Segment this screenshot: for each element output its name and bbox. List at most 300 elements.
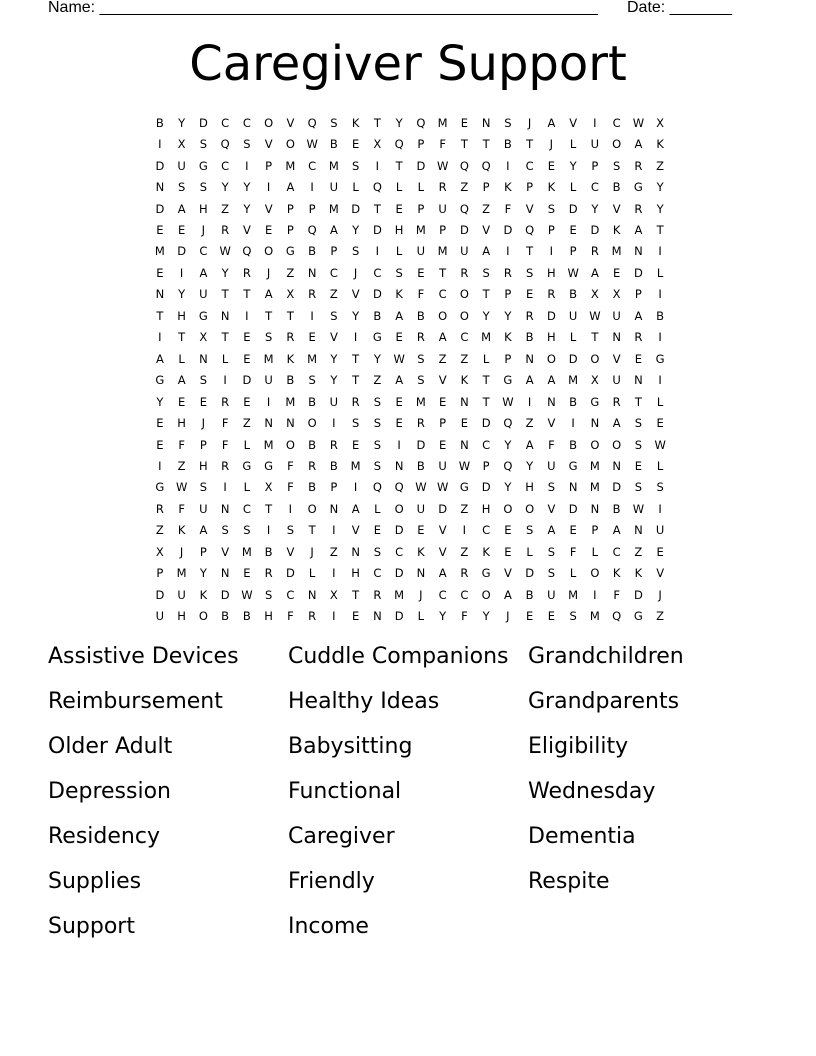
grid-letter: C <box>438 287 447 302</box>
grid-row <box>149 133 671 154</box>
grid-letter: E <box>243 394 251 409</box>
word-list-item: Caregiver <box>288 824 395 849</box>
grid-letter: W <box>654 437 666 452</box>
grid-letter: R <box>286 330 295 345</box>
grid-letter: N <box>155 180 165 195</box>
grid-letter: R <box>416 416 425 431</box>
grid-letter: C <box>221 158 230 173</box>
grid-letter: F <box>287 609 294 624</box>
grid-letter: S <box>330 115 338 130</box>
grid-letter: S <box>351 244 360 259</box>
grid-letter: V <box>351 523 360 538</box>
grid-letter: U <box>438 458 447 473</box>
grid-letter: T <box>591 330 599 345</box>
grid-letter: O <box>525 501 535 516</box>
grid-letter: I <box>158 137 162 152</box>
grid-letter: M <box>307 351 318 366</box>
grid-letter: M <box>415 394 426 409</box>
grid-letter: U <box>612 373 621 388</box>
grid-letter: F <box>461 609 468 624</box>
grid-letter: Z <box>460 180 469 195</box>
grid-letter: I <box>332 416 336 431</box>
grid-letter: I <box>310 308 314 323</box>
grid-letter: I <box>288 501 293 516</box>
grid-letter: A <box>503 587 512 602</box>
grid-letter: R <box>590 244 599 259</box>
grid-letter: B <box>656 308 665 323</box>
grid-letter: Z <box>460 544 469 559</box>
grid-letter: V <box>264 201 273 216</box>
grid-letter: J <box>201 416 206 431</box>
grid-letter: E <box>156 222 164 237</box>
grid-letter: T <box>286 308 294 323</box>
grid-letter: Y <box>330 373 338 388</box>
grid-letter: I <box>593 115 597 130</box>
word-list-item: Grandchildren <box>528 644 684 669</box>
grid-letter: D <box>242 373 252 388</box>
grid-letter: W <box>241 587 253 602</box>
grid-letter: V <box>221 544 230 559</box>
grid-letter: Y <box>504 437 512 452</box>
grid-letter: R <box>351 394 360 409</box>
grid-letter: M <box>415 222 426 237</box>
grid-letter: L <box>569 330 577 345</box>
grid-letter: S <box>504 115 512 130</box>
grid-letter: U <box>547 458 556 473</box>
grid-letter: R <box>329 437 338 452</box>
grid-letter: D <box>372 222 382 237</box>
grid-letter: S <box>351 416 360 431</box>
grid-letter: M <box>241 544 252 559</box>
grid-letter: B <box>503 137 512 152</box>
grid-letter: N <box>220 566 230 581</box>
grid-letter: F <box>221 416 229 431</box>
grid-letter: E <box>156 265 164 280</box>
grid-letter: Q <box>416 115 426 130</box>
grid-letter: A <box>199 523 208 538</box>
grid-letter: I <box>658 244 662 259</box>
grid-letter: M <box>328 158 339 173</box>
grid-letter: Y <box>352 308 360 323</box>
grid-letter: E <box>373 523 382 538</box>
date-field[interactable]: Date: _______ <box>627 0 732 16</box>
grid-letter: M <box>394 587 405 602</box>
grid-letter: A <box>525 373 534 388</box>
grid-letter: P <box>591 158 599 173</box>
grid-letter: T <box>526 244 534 259</box>
grid-letter: Y <box>656 201 664 216</box>
grid-letter: U <box>416 501 426 516</box>
grid-letter: K <box>417 544 425 559</box>
grid-letter: C <box>460 587 469 602</box>
grid-letter: I <box>179 265 184 280</box>
grid-letter: G <box>155 373 165 388</box>
grid-letter: B <box>525 330 534 345</box>
grid-letter: R <box>438 180 447 195</box>
grid-letter: S <box>264 330 273 345</box>
grid-letter: B <box>155 115 164 130</box>
grid-letter: G <box>568 458 578 473</box>
grid-letter: N <box>264 416 273 431</box>
grid-letter: L <box>395 244 403 259</box>
grid-letter: D <box>416 158 426 173</box>
grid-letter: N <box>547 394 556 409</box>
grid-letter: M <box>154 244 165 259</box>
grid-letter: C <box>242 115 251 130</box>
grid-row <box>149 112 671 133</box>
grid-letter: E <box>569 222 577 237</box>
grid-letter: H <box>547 330 556 345</box>
grid-letter: J <box>658 587 662 602</box>
grid-letter: G <box>264 458 274 473</box>
grid-letter: E <box>656 544 664 559</box>
grid-letter: E <box>243 330 251 345</box>
grid-letter: T <box>656 222 664 237</box>
grid-letter: S <box>177 180 186 195</box>
grid-letter: K <box>612 222 621 237</box>
grid-letter: S <box>243 137 251 152</box>
grid-letter: H <box>394 222 404 237</box>
grid-letter: C <box>242 501 251 516</box>
grid-letter: R <box>416 330 425 345</box>
grid-letter: Y <box>330 351 338 366</box>
grid-letter: E <box>264 222 273 237</box>
grid-letter: I <box>658 501 662 516</box>
grid-letter: G <box>155 480 165 495</box>
grid-letter: J <box>310 544 314 559</box>
word-list-item: Functional <box>288 779 402 804</box>
grid-letter: Q <box>242 244 252 259</box>
word-list-item: Older Adult <box>48 734 173 759</box>
grid-letter: P <box>417 137 425 152</box>
grid-letter: N <box>634 373 643 388</box>
grid-letter: H <box>547 265 556 280</box>
grid-letter: Z <box>656 158 665 173</box>
grid-letter: M <box>481 330 492 345</box>
grid-letter: L <box>526 544 533 559</box>
word-list-item: Wednesday <box>528 779 656 804</box>
grid-letter: D <box>394 609 404 624</box>
grid-letter: O <box>285 437 295 452</box>
grid-letter: L <box>417 180 425 195</box>
grid-letter: D <box>438 501 448 516</box>
grid-letter: R <box>221 394 230 409</box>
grid-letter: A <box>351 501 360 516</box>
grid-letter: Z <box>242 416 251 431</box>
grid-letter: S <box>373 458 382 473</box>
grid-letter: I <box>593 587 597 602</box>
grid-letter: C <box>221 115 230 130</box>
grid-letter: M <box>568 587 579 602</box>
grid-letter: O <box>612 437 622 452</box>
page-title: Caregiver Support <box>189 36 627 92</box>
grid-letter: P <box>547 222 555 237</box>
grid-letter: H <box>177 308 186 323</box>
word-list-item: Healthy Ideas <box>288 689 440 714</box>
grid-letter: S <box>351 158 360 173</box>
grid-letter: A <box>482 244 491 259</box>
grid-letter: I <box>223 373 227 388</box>
grid-letter: R <box>634 158 643 173</box>
grid-letter: S <box>221 523 229 538</box>
grid-letter: X <box>199 330 208 345</box>
grid-letter: T <box>243 287 251 302</box>
grid-letter: K <box>634 566 643 581</box>
grid-letter: N <box>351 544 360 559</box>
grid-letter: K <box>656 137 664 152</box>
grid-letter: Z <box>656 609 665 624</box>
grid-letter: S <box>547 480 556 495</box>
grid-letter: Y <box>591 201 599 216</box>
grid-letter: I <box>266 394 271 409</box>
grid-letter: Q <box>459 201 469 216</box>
grid-letter: M <box>568 373 579 388</box>
grid-letter: L <box>417 609 425 624</box>
grid-letter: Y <box>156 394 164 409</box>
grid-row <box>149 412 671 433</box>
grid-letter: A <box>177 201 186 216</box>
grid-letter: U <box>264 373 273 388</box>
grid-letter: E <box>395 394 403 409</box>
grid-letter: E <box>569 523 577 538</box>
grid-letter: N <box>590 501 600 516</box>
grid-letter: T <box>482 373 490 388</box>
grid-letter: R <box>308 609 317 624</box>
grid-letter: N <box>416 566 426 581</box>
grid-row <box>149 241 671 262</box>
grid-letter: H <box>264 609 273 624</box>
grid-letter: P <box>286 222 294 237</box>
grid-letter: D <box>503 222 513 237</box>
grid-letter: V <box>329 330 338 345</box>
grid-row <box>149 198 671 219</box>
grid-letter: A <box>634 137 643 152</box>
grid-letter: Y <box>656 180 664 195</box>
grid-letter: P <box>504 351 512 366</box>
grid-letter: B <box>569 287 578 302</box>
grid-letter: S <box>308 373 316 388</box>
grid-letter: E <box>417 523 425 538</box>
grid-letter: F <box>504 201 512 216</box>
grid-letter: S <box>525 265 534 280</box>
word-list-item: Reimbursement <box>48 689 223 714</box>
grid-letter: H <box>199 201 208 216</box>
grid-letter: W <box>589 308 601 323</box>
grid-letter: D <box>612 480 622 495</box>
grid-letter: K <box>504 330 512 345</box>
grid-letter: D <box>568 501 578 516</box>
grid-row <box>149 584 671 605</box>
grid-letter: T <box>221 330 229 345</box>
grid-letter: O <box>481 587 491 602</box>
grid-row <box>149 477 671 498</box>
grid-letter: J <box>201 222 206 237</box>
grid-letter: H <box>199 458 208 473</box>
grid-letter: V <box>482 222 491 237</box>
grid-letter: O <box>546 351 556 366</box>
grid-letter: E <box>395 330 403 345</box>
grid-letter: K <box>482 544 490 559</box>
grid-letter: D <box>568 351 578 366</box>
grid-letter: Y <box>504 308 512 323</box>
grid-letter: A <box>155 351 164 366</box>
grid-letter: P <box>199 437 207 452</box>
grid-row <box>149 348 671 369</box>
grid-row <box>149 434 671 455</box>
grid-letter: Q <box>503 416 513 431</box>
grid-letter: G <box>285 244 295 259</box>
grid-letter: M <box>589 480 600 495</box>
grid-letter: Z <box>286 265 295 280</box>
grid-letter: G <box>198 308 208 323</box>
grid-letter: D <box>351 201 361 216</box>
grid-letter: Q <box>307 115 317 130</box>
grid-letter: X <box>329 587 338 602</box>
grid-letter: Z <box>221 201 230 216</box>
grid-letter: I <box>506 158 510 173</box>
grid-letter: V <box>612 351 621 366</box>
grid-letter: O <box>264 115 274 130</box>
grid-letter: G <box>590 394 600 409</box>
grid-letter: O <box>438 308 448 323</box>
grid-letter: Q <box>394 480 404 495</box>
grid-letter: L <box>656 265 664 280</box>
grid-letter: D <box>459 222 469 237</box>
grid-letter: F <box>417 287 425 302</box>
grid-letter: L <box>569 566 577 581</box>
grid-letter: C <box>373 265 382 280</box>
grid-letter: E <box>547 158 556 173</box>
grid-letter: E <box>156 437 164 452</box>
grid-letter: S <box>569 609 577 624</box>
grid-letter: O <box>198 609 208 624</box>
grid-letter: A <box>590 265 599 280</box>
grid-letter: V <box>612 201 621 216</box>
grid-letter: T <box>352 373 360 388</box>
grid-letter: E <box>243 566 251 581</box>
grid-letter: U <box>416 244 426 259</box>
grid-letter: S <box>199 480 208 495</box>
grid-letter: P <box>634 287 642 302</box>
grid-letter: R <box>525 308 534 323</box>
grid-letter: L <box>221 351 229 366</box>
grid-letter: P <box>199 544 207 559</box>
grid-letter: S <box>373 544 382 559</box>
grid-letter: A <box>547 523 556 538</box>
grid-letter: I <box>353 330 358 345</box>
grid-letter: J <box>506 609 510 624</box>
word-list-item: Support <box>48 914 135 939</box>
grid-letter: A <box>395 373 404 388</box>
grid-letter: P <box>265 158 273 173</box>
grid-letter: X <box>155 544 164 559</box>
grid-letter: O <box>503 501 513 516</box>
grid-letter: Q <box>307 222 317 237</box>
grid-letter: T <box>460 137 468 152</box>
grid-letter: B <box>373 308 382 323</box>
grid-letter: I <box>332 566 336 581</box>
grid-letter: S <box>395 265 403 280</box>
grid-letter: D <box>155 201 165 216</box>
grid-letter: X <box>590 287 599 302</box>
name-field[interactable]: Name: ________________________________________________________ <box>48 0 598 16</box>
grid-letter: O <box>264 244 274 259</box>
grid-letter: R <box>460 265 469 280</box>
grid-letter: M <box>263 351 274 366</box>
grid-letter: O <box>307 501 317 516</box>
grid-letter: A <box>395 308 404 323</box>
grid-letter: B <box>221 609 230 624</box>
grid-letter: G <box>459 480 469 495</box>
grid-letter: S <box>634 416 643 431</box>
grid-letter: A <box>177 373 186 388</box>
grid-letter: B <box>286 373 295 388</box>
grid-letter: Q <box>372 480 382 495</box>
grid-letter: Z <box>177 458 186 473</box>
grid-letter: E <box>525 287 534 302</box>
grid-letter: E <box>351 137 360 152</box>
grid-row <box>149 605 671 626</box>
grid-letter: D <box>198 115 208 130</box>
grid-letter: W <box>219 244 231 259</box>
grid-letter: P <box>439 222 447 237</box>
grid-letter: G <box>503 373 513 388</box>
grid-letter: N <box>525 351 534 366</box>
grid-letter: T <box>482 394 490 409</box>
grid-row <box>149 219 671 240</box>
grid-letter: H <box>525 480 534 495</box>
grid-letter: I <box>310 180 314 195</box>
grid-letter: S <box>286 523 295 538</box>
grid-letter: U <box>568 308 578 323</box>
grid-letter: O <box>590 437 600 452</box>
grid-letter: G <box>655 351 665 366</box>
grid-letter: E <box>504 523 512 538</box>
grid-letter: D <box>633 587 643 602</box>
grid-letter: L <box>656 394 664 409</box>
grid-letter: K <box>460 373 469 388</box>
grid-letter: T <box>265 308 273 323</box>
grid-letter: J <box>549 137 554 152</box>
grid-letter: N <box>612 330 621 345</box>
grid-letter: R <box>460 566 469 581</box>
grid-letter: M <box>437 244 448 259</box>
grid-letter: B <box>329 458 338 473</box>
grid-letter: C <box>308 158 317 173</box>
grid-letter: E <box>417 265 425 280</box>
grid-row <box>149 391 671 412</box>
grid-letter: V <box>503 566 512 581</box>
grid-letter: V <box>525 201 534 216</box>
grid-letter: B <box>416 308 425 323</box>
grid-letter: S <box>634 480 643 495</box>
grid-letter: R <box>308 287 317 302</box>
grid-letter: G <box>242 458 252 473</box>
grid-letter: Z <box>634 544 643 559</box>
grid-letter: I <box>549 244 554 259</box>
grid-letter: D <box>394 523 404 538</box>
grid-letter: W <box>175 480 188 495</box>
grid-letter: T <box>308 523 316 538</box>
grid-letter: I <box>397 437 401 452</box>
grid-letter: M <box>589 609 600 624</box>
grid-letter: C <box>395 544 404 559</box>
word-list-item: Babysitting <box>288 734 413 759</box>
grid-letter: F <box>439 137 446 152</box>
grid-letter: K <box>547 180 556 195</box>
grid-letter: O <box>590 351 600 366</box>
grid-letter: R <box>547 287 556 302</box>
